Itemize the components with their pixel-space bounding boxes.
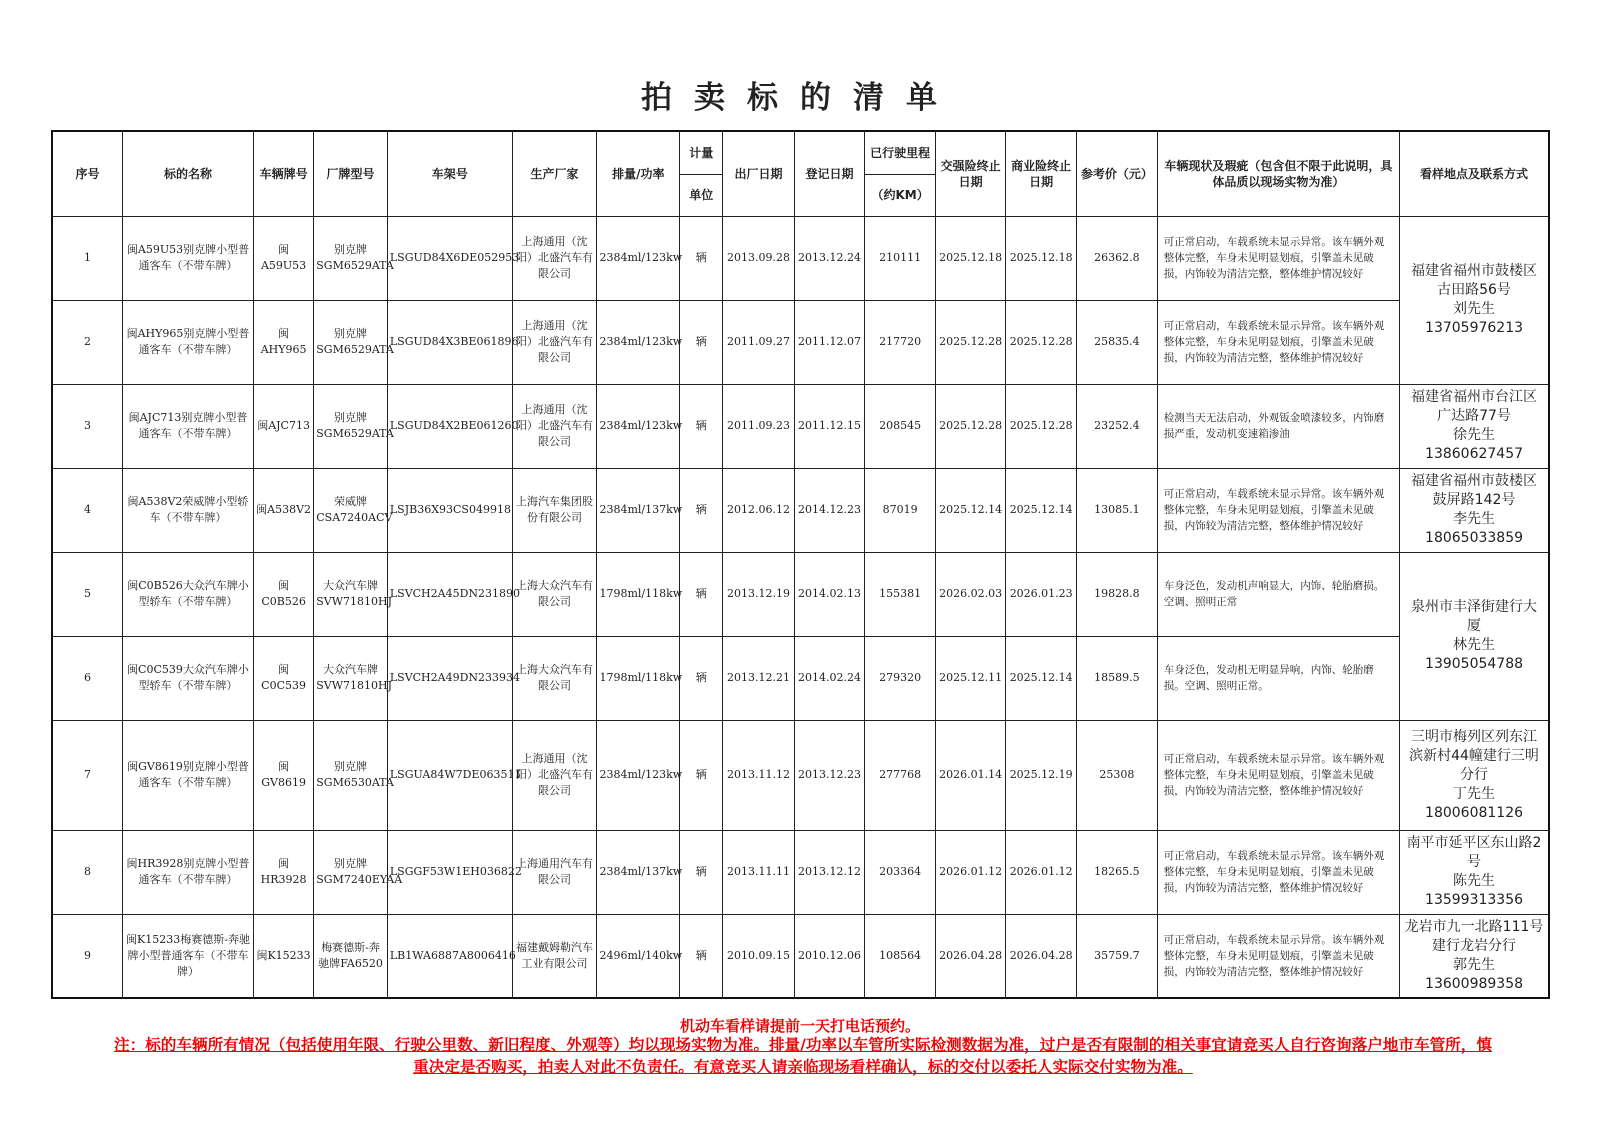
cell-cond: 可正常启动，车载系统未显示异常。该车辆外观整体完整，车身未见明显划痕，引擎盖未见破损，内饰较为清洁完整，整体维护情况较好 (1157, 830, 1399, 914)
cell-ins1: 2026.01.12 (935, 830, 1006, 914)
cell-mileage: 208545 (865, 384, 936, 468)
cell-power: 1798ml/118kw (597, 552, 680, 636)
cell-model: 别克牌SGM6529ATA (314, 384, 388, 468)
cell-mileage: 155381 (865, 552, 936, 636)
cell-reg: 2014.12.23 (794, 468, 865, 552)
cell-made: 2013.12.19 (723, 552, 795, 636)
cell-name: 闽K15233梅赛德斯-奔驰牌小型普通客车（不带车牌） (123, 914, 254, 998)
cell-ins1: 2025.12.14 (935, 468, 1006, 552)
cell-plate: 闽A59U53 (253, 216, 313, 300)
cell-price: 13085.1 (1076, 468, 1157, 552)
cell-vin: LSGUD84X6DE052953 (387, 216, 512, 300)
location-address: 泉州市丰泽街建行大厦 (1411, 599, 1538, 634)
cell-unit: 辆 (680, 720, 723, 830)
cell-unit: 辆 (680, 830, 723, 914)
cell-maker: 上海通用（沈阳）北盛汽车有限公司 (512, 384, 597, 468)
cell-model: 别克牌SGM6530ATA (314, 720, 388, 830)
cell-unit: 辆 (680, 384, 723, 468)
cell-ins1: 2026.01.14 (935, 720, 1006, 830)
cell-cond: 车身泛色，发动机无明显异响，内饰、轮胎磨损。空调、照明正常。 (1157, 636, 1399, 720)
cell-name: 闽GV8619别克牌小型普通客车（不带车牌） (123, 720, 254, 830)
location-phone: 18006081126 (1425, 804, 1524, 821)
table-row (52, 830, 1549, 914)
auction-table (51, 130, 1550, 999)
cell-made: 2013.11.11 (723, 830, 795, 914)
cell-name: 闽A538V2荣威牌小型轿车（不带车牌） (123, 468, 254, 552)
cell-vin: LB1WA6887A8006416 (387, 914, 512, 998)
note-appointment: 机动车看样请提前一天打电话预约。 (679, 1017, 920, 1035)
cell-maker: 上海大众汽车有限公司 (512, 552, 597, 636)
cell-price: 35759.7 (1076, 914, 1157, 998)
cell-unit: 辆 (680, 300, 723, 384)
location-contact: 陈先生 (1453, 873, 1496, 889)
cell-ins1: 2025.12.18 (935, 216, 1006, 300)
header-name: 标的名称 (123, 131, 254, 216)
cell-ins2: 2025.12.14 (1006, 636, 1077, 720)
cell-location (1400, 914, 1549, 998)
location-phone: 18065033859 (1425, 530, 1524, 546)
table-row (52, 384, 1549, 468)
cell-unit: 辆 (680, 216, 723, 300)
cell-name: 闽C0C539大众汽车牌小型轿车（不带车牌） (123, 636, 254, 720)
cell-unit: 辆 (680, 552, 723, 636)
location-contact: 李先生 (1453, 511, 1496, 527)
cell-name: 闽HR3928别克牌小型普通客车（不带车牌） (123, 830, 254, 914)
header-price: 参考价（元） (1076, 131, 1157, 216)
cell-vin: LSGUA84W7DE063511 (387, 720, 512, 830)
cell-model: 大众汽车牌SVW71810HJ (314, 552, 388, 636)
location-address: 福建省福州市鼓楼区鼓屏路142号 (1411, 473, 1538, 508)
cell-cond: 可正常启动，车载系统未显示异常。该车辆外观整体完整，车身未见明显划痕，引擎盖未见破损，内饰较为清洁完整，整体维护情况较好 (1157, 300, 1399, 384)
location-phone: 13600989358 (1425, 975, 1524, 992)
location-contact: 丁先生 (1453, 785, 1496, 802)
cell-plate: 闽HR3928 (253, 830, 313, 914)
cell-made: 2013.09.28 (723, 216, 795, 300)
cell-name: 闽A59U53别克牌小型普通客车（不带车牌） (123, 216, 254, 300)
cell-name: 闽AHY965别克牌小型普通客车（不带车牌） (123, 300, 254, 384)
cell-made: 2010.09.15 (723, 914, 795, 998)
cell-ins2: 2025.12.18 (1006, 216, 1077, 300)
location-address: 龙岩市九一北路111号建行龙岩分行 (1404, 918, 1544, 954)
location-contact: 郭先生 (1453, 956, 1496, 973)
cell-ins1: 2026.02.03 (935, 552, 1006, 636)
cell-plate: 闽C0B526 (253, 552, 313, 636)
cell-maker: 上海通用（沈阳）北盛汽车有限公司 (512, 216, 597, 300)
header-reg: 登记日期 (794, 131, 865, 216)
location-address: 福建省福州市台江区广达路77号 (1411, 389, 1538, 424)
header-cond: 车辆现状及瑕疵（包含但不限于此说明，具体品质以现场实物为准） (1157, 131, 1399, 216)
cell-seq: 2 (52, 300, 123, 384)
header-maker: 生产厂家 (512, 131, 597, 216)
cell-plate: 闽AHY965 (253, 300, 313, 384)
cell-power: 1798ml/118kw (597, 636, 680, 720)
cell-ins1: 2026.04.28 (935, 914, 1006, 998)
cell-cond: 可正常启动，车载系统未显示异常。该车辆外观整体完整，车身未见明显划痕，引擎盖未见破损，内饰较为清洁完整，整体维护情况较好 (1157, 720, 1399, 830)
cell-unit: 辆 (680, 636, 723, 720)
cell-vin: LSVCH2A45DN231890 (387, 552, 512, 636)
header-unit-bottom: 单位 (680, 174, 723, 216)
cell-plate: 闽A538V2 (253, 468, 313, 552)
cell-ins1: 2025.12.28 (935, 300, 1006, 384)
cell-made: 2013.12.21 (723, 636, 795, 720)
cell-cond: 可正常启动，车载系统未显示异常。该车辆外观整体完整，车身未见明显划痕，引擎盖未见破损，内饰较为清洁完整，整体维护情况较好 (1157, 468, 1399, 552)
cell-seq: 4 (52, 468, 123, 552)
cell-maker: 上海通用（沈阳）北盛汽车有限公司 (512, 300, 597, 384)
cell-location (1400, 552, 1549, 720)
header-power: 排量/功率 (597, 131, 680, 216)
cell-seq: 3 (52, 384, 123, 468)
cell-ins2: 2025.12.14 (1006, 468, 1077, 552)
cell-location (1400, 830, 1549, 914)
header-seq: 序号 (52, 131, 123, 216)
cell-reg: 2013.12.24 (794, 216, 865, 300)
location-address: 福建省福州市鼓楼区古田路56号 (1411, 263, 1538, 298)
cell-reg: 2013.12.23 (794, 720, 865, 830)
cell-ins1: 2025.12.11 (935, 636, 1006, 720)
cell-price: 18589.5 (1076, 636, 1157, 720)
cell-cond: 检测当天无法启动，外观钣金喷漆较多，内饰磨损严重，发动机变速箱渗油 (1157, 384, 1399, 468)
cell-maker: 上海汽车集团股份有限公司 (512, 468, 597, 552)
cell-model: 别克牌SGM7240EYAA (314, 830, 388, 914)
header-mileage-bottom: （约KM） (865, 174, 936, 216)
cell-power: 2384ml/123kw (597, 216, 680, 300)
cell-model: 荣威牌CSA7240ACV (314, 468, 388, 552)
table-row (52, 468, 1549, 552)
cell-power: 2384ml/137kw (597, 830, 680, 914)
cell-mileage: 87019 (865, 468, 936, 552)
cell-ins2: 2026.01.12 (1006, 830, 1077, 914)
cell-reg: 2011.12.15 (794, 384, 865, 468)
cell-reg: 2014.02.13 (794, 552, 865, 636)
cell-power: 2384ml/123kw (597, 384, 680, 468)
cell-reg: 2013.12.12 (794, 830, 865, 914)
cell-cond: 可正常启动，车载系统未显示异常。该车辆外观整体完整，车身未见明显划痕，引擎盖未见破损，内饰较为清洁完整，整体维护情况较好 (1157, 216, 1399, 300)
cell-ins2: 2025.12.19 (1006, 720, 1077, 830)
cell-ins2: 2026.01.23 (1006, 552, 1077, 636)
header-model: 厂牌型号 (314, 131, 388, 216)
cell-seq: 5 (52, 552, 123, 636)
cell-maker: 福建戴姆勒汽车工业有限公司 (512, 914, 597, 998)
table-row (52, 300, 1549, 384)
cell-mileage: 210111 (865, 216, 936, 300)
cell-maker: 上海大众汽车有限公司 (512, 636, 597, 720)
cell-power: 2384ml/137kw (597, 468, 680, 552)
location-phone: 13705976213 (1425, 320, 1524, 336)
location-address: 南平市延平区东山路2号 (1406, 835, 1542, 870)
note-disclaimer: 注：标的车辆所有情况（包括使用年限、行驶公里数、新旧程度、外观等）均以现场实物为准。排量/功率以车管所实际检测数据为准，过户是否有限制的相关事宜请竞买人自行咨询落户地市车管所，慎重决定是否购买，拍卖人对此不负责任。有意竞买人请亲临现场看样确认，标的交付以委托人实际交付实物为准。 (114, 1036, 1492, 1076)
cell-mileage: 217720 (865, 300, 936, 384)
cell-ins2: 2026.04.28 (1006, 914, 1077, 998)
cell-maker: 上海通用（沈阳）北盛汽车有限公司 (512, 720, 597, 830)
cell-mileage: 108564 (865, 914, 936, 998)
cell-model: 别克牌SGM6529ATA (314, 216, 388, 300)
cell-location (1400, 720, 1549, 830)
table-row (52, 636, 1549, 720)
cell-maker: 上海通用汽车有限公司 (512, 830, 597, 914)
cell-seq: 8 (52, 830, 123, 914)
cell-price: 25835.4 (1076, 300, 1157, 384)
header-vin: 车架号 (387, 131, 512, 216)
cell-plate: 闽K15233 (253, 914, 313, 998)
header-made: 出厂日期 (723, 131, 795, 216)
cell-seq: 1 (52, 216, 123, 300)
cell-cond: 车身泛色，发动机声响显大，内饰、轮胎磨损。空调、照明正常 (1157, 552, 1399, 636)
table-row (52, 720, 1549, 830)
table-row (52, 914, 1549, 998)
cell-power: 2384ml/123kw (597, 300, 680, 384)
cell-price: 26362.8 (1076, 216, 1157, 300)
cell-vin: LSJB36X93CS049918 (387, 468, 512, 552)
page-title: 拍卖标的清单 (641, 80, 959, 116)
header-plate: 车辆牌号 (253, 131, 313, 216)
location-phone: 13860627457 (1425, 446, 1524, 462)
location-contact: 林先生 (1453, 637, 1496, 653)
cell-vin: LSGUD84X3BE061896 (387, 300, 512, 384)
cell-mileage: 277768 (865, 720, 936, 830)
cell-made: 2011.09.23 (723, 384, 795, 468)
cell-model: 大众汽车牌SVW71810HJ (314, 636, 388, 720)
cell-mileage: 279320 (865, 636, 936, 720)
cell-vin: LSVCH2A49DN233934 (387, 636, 512, 720)
cell-made: 2013.11.12 (723, 720, 795, 830)
cell-name: 闽AJC713别克牌小型普通客车（不带车牌） (123, 384, 254, 468)
cell-location (1400, 468, 1549, 552)
cell-price: 19828.8 (1076, 552, 1157, 636)
header-ins1: 交强险终止日期 (935, 131, 1006, 216)
table-row (52, 552, 1549, 636)
cell-vin: LSGUD84X2BE061260 (387, 384, 512, 468)
cell-plate: 闽AJC713 (253, 384, 313, 468)
cell-unit: 辆 (680, 468, 723, 552)
cell-price: 25308 (1076, 720, 1157, 830)
location-phone: 13599313356 (1425, 892, 1524, 908)
cell-power: 2496ml/140kw (597, 914, 680, 998)
header-unit-top: 计量 (680, 131, 723, 174)
header-mileage-top: 已行驶里程 (865, 131, 936, 174)
cell-price: 18265.5 (1076, 830, 1157, 914)
cell-made: 2011.09.27 (723, 300, 795, 384)
cell-cond: 可正常启动，车载系统未显示异常。该车辆外观整体完整，车身未见明显划痕，引擎盖未见破损，内饰较为清洁完整，整体维护情况较好 (1157, 914, 1399, 998)
cell-ins2: 2025.12.28 (1006, 300, 1077, 384)
cell-seq: 6 (52, 636, 123, 720)
cell-seq: 9 (52, 914, 123, 998)
cell-name: 闽C0B526大众汽车牌小型轿车（不带车牌） (123, 552, 254, 636)
location-address: 三明市梅列区列东江滨新村44幢建行三明分行 (1409, 728, 1539, 783)
header-ins2: 商业险终止日期 (1006, 131, 1077, 216)
cell-model: 别克牌SGM6529ATA (314, 300, 388, 384)
location-contact: 刘先生 (1453, 301, 1496, 317)
cell-model: 梅赛德斯-奔驰牌FA6520 (314, 914, 388, 998)
location-contact: 徐先生 (1453, 427, 1496, 443)
cell-location (1400, 216, 1549, 384)
cell-reg: 2010.12.06 (794, 914, 865, 998)
cell-reg: 2014.02.24 (794, 636, 865, 720)
cell-power: 2384ml/123kw (597, 720, 680, 830)
cell-ins1: 2025.12.28 (935, 384, 1006, 468)
cell-seq: 7 (52, 720, 123, 830)
cell-location (1400, 384, 1549, 468)
cell-plate: 闽C0C539 (253, 636, 313, 720)
table-row (52, 216, 1549, 300)
cell-price: 23252.4 (1076, 384, 1157, 468)
cell-mileage: 203364 (865, 830, 936, 914)
cell-reg: 2011.12.07 (794, 300, 865, 384)
cell-made: 2012.06.12 (723, 468, 795, 552)
cell-ins2: 2025.12.28 (1006, 384, 1077, 468)
location-phone: 13905054788 (1425, 656, 1524, 672)
cell-vin: LSGGF53W1EH036822 (387, 830, 512, 914)
cell-unit: 辆 (680, 914, 723, 998)
header-loc: 看样地点及联系方式 (1400, 131, 1549, 216)
cell-plate: 闽GV8619 (253, 720, 313, 830)
